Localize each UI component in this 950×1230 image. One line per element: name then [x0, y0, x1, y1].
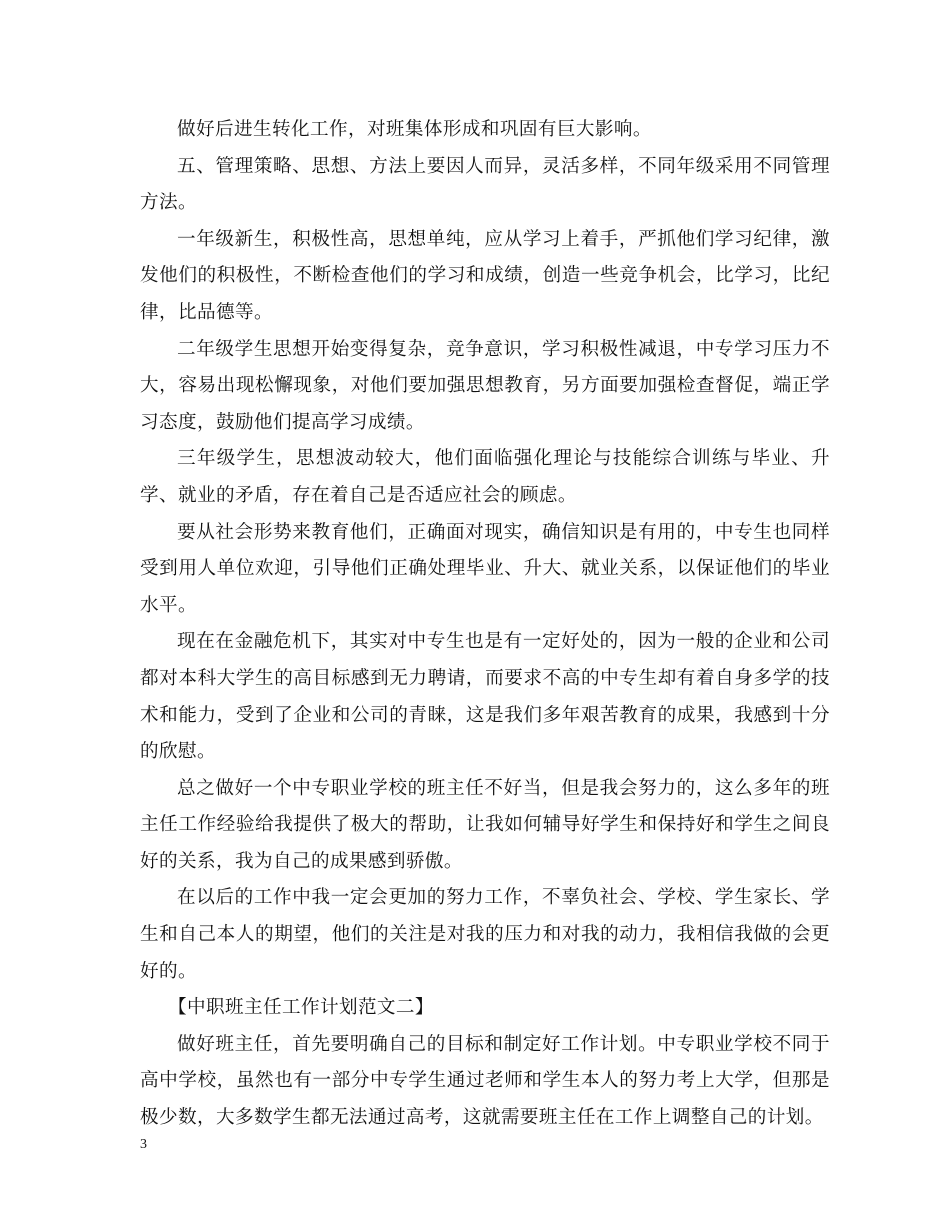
page-number: 3 [140, 1137, 147, 1152]
paragraph: 总之做好一个中专职业学校的班主任不好当，但是我会努力的，这么多年的班主任工作经验给我提供了极大的帮助，让我如何辅导好学生和保持好和学生之间良好的关系，我为自己的成果感到骄傲。 [140, 777, 830, 872]
paragraph: 做好班主任，首先要明确自己的目标和制定好工作计划。中专职业学校不同于高中学校，虽然也有一部分中专学生通过老师和学生本人的努力考上大学，但那是极少数，大多数学生都无法通过高考，这就需要班主任在工作上调整自己的计划。 [140, 1033, 830, 1129]
paragraph: 二年级学生思想开始变得复杂，竞争意识，学习积极性减退，中专学习压力不大，容易出现松懈现象，对他们要加强思想教育，另方面要加强检查督促，端正学习态度，鼓励他们提高学习成绩。 [140, 338, 830, 433]
paragraph: 要从社会形势来教育他们，正确面对现实，确信知识是有用的，中专生也同样受到用人单位欢迎，引导他们正确处理毕业、升大、就业关系，以保证他们的毕业水平。 [140, 521, 830, 616]
document-body [140, 112, 830, 1137]
paragraph: 三年级学生，思想波动较大，他们面临强化理论与技能综合训练与毕业、升学、就业的矛盾，存在着自己是否适应社会的顾虑。 [140, 448, 830, 506]
paragraph: 做好后进生转化工作，对班集体形成和巩固有巨大影响。 [177, 119, 652, 140]
section-heading: 【中职班主任工作计划范文二】 [168, 997, 434, 1019]
paragraph: 一年级新生，积极性高，思想单纯，应从学习上着手，严抓他们学习纪律，激发他们的积极性，不断检查他们的学习和成绩，创造一些竞争机会，比学习，比纪律，比品德等。 [140, 228, 830, 323]
paragraph: 五、管理策略、思想、方法上要因人而异，灵活多样，不同年级采用不同管理方法。 [140, 155, 830, 214]
paragraph: 在以后的工作中我一定会更加的努力工作，不辜负社会、学校、学生家长、学生和自己本人的期望，他们的关注是对我的压力和对我的动力，我相信我做的会更好的。 [140, 887, 830, 982]
paragraph: 现在在金融危机下，其实对中专生也是有一定好处的，因为一般的企业和公司都对本科大学生的高目标感到无力聘请，而要求不高的中专生却有着自身多学的技术和能力，受到了企业和公司的青睐，这是我们多年艰苦教育的成果，我感到十分的欣慰。 [140, 631, 830, 763]
